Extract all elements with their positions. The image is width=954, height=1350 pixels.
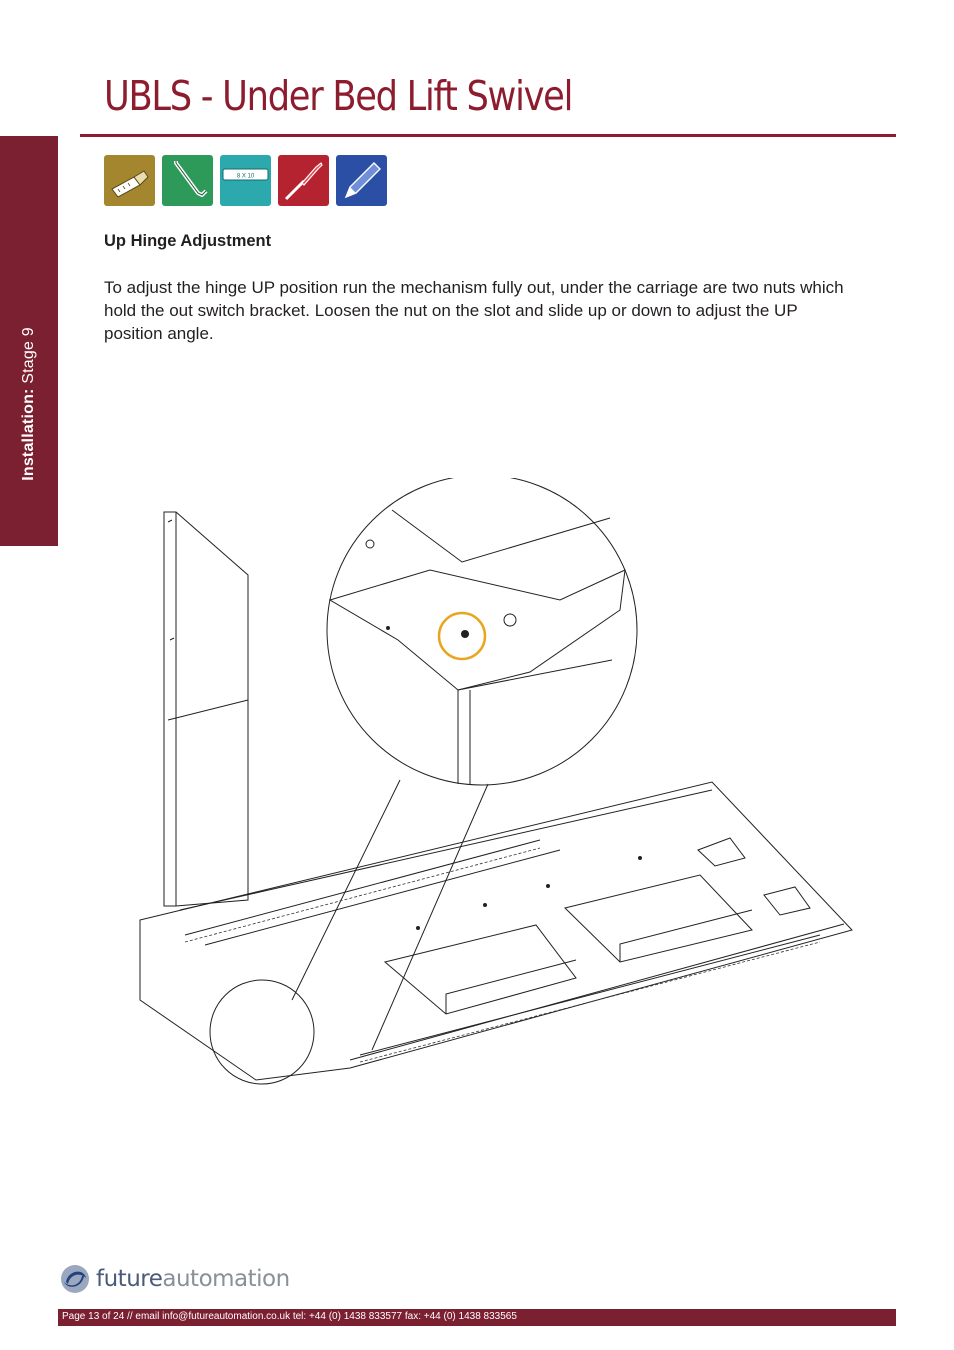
base-plate: [140, 782, 852, 1080]
mechanism-diagram: [130, 478, 860, 1088]
side-tab-label: Installation: Stage 9: [20, 327, 37, 481]
tools-required: [104, 155, 387, 206]
future-automation-logo: [58, 1262, 290, 1296]
logo-swirl-icon: [58, 1262, 92, 1296]
tape-measure-icon: [104, 155, 155, 206]
svg-text:8 X 10: 8 X 10: [236, 173, 255, 180]
footer-bar: [58, 1309, 896, 1326]
panel-left: [385, 925, 576, 1014]
lift-column: [164, 512, 248, 906]
panel-right: [565, 875, 752, 962]
pencil-icon: [336, 155, 387, 206]
spanner-icon: [220, 155, 271, 206]
side-tab: [0, 136, 58, 546]
logo-text: futureautomation: [96, 1266, 290, 1292]
section-heading: Up Hinge Adjustment: [104, 232, 272, 250]
hinge-detail: [210, 980, 314, 1084]
allen-key-icon: [162, 155, 213, 206]
footer-text: Page 13 of 24 // email info@futureautomation.co.uk tel: +44 (0) 1438 833577 fax: +44 (0) 1438 833565: [62, 1311, 517, 1322]
title-divider: [80, 134, 896, 137]
screwdriver-icon: [278, 155, 329, 206]
page-title: UBLS - Under Bed Lift Swivel: [104, 72, 573, 120]
section-body: To adjust the hinge UP position run the mechanism fully out, under the carriage are two nuts which hold the out switch bracket. Loosen the nut on the slot and slide up or down to adjust the UP position angle.: [104, 278, 844, 343]
